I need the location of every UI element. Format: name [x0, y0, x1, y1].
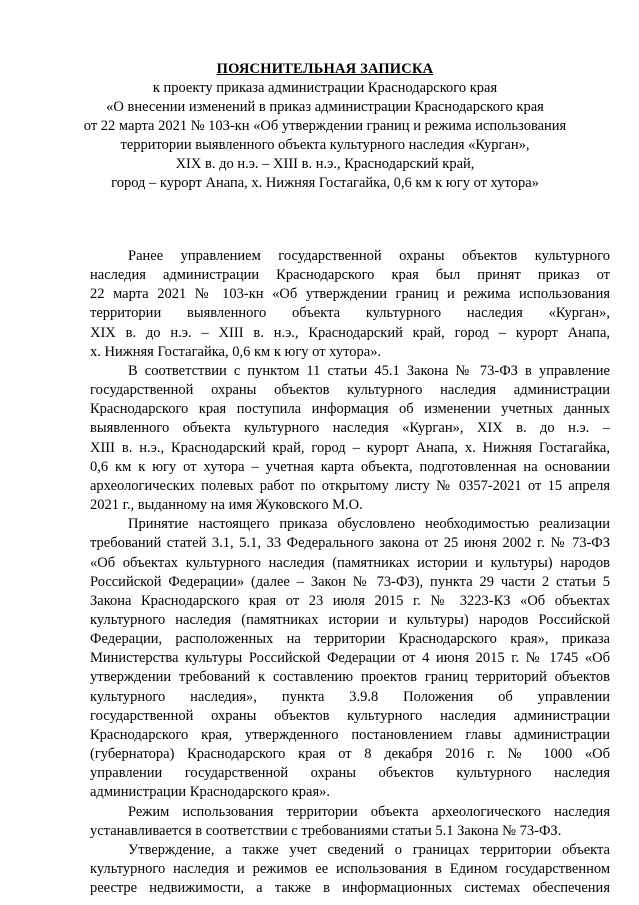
subtitle-line: от 22 марта 2021 № 103-кн «Об утверждении границ и режима использования: [83, 118, 567, 134]
text-line: Российской Федерации» (далее – Закон № 73-ФЗ), пункта 29 части 2 статьи 5: [90, 573, 610, 590]
text-line: Краснодарского края поступила информация об изменении учетных данных: [90, 401, 610, 418]
text-line: устанавливается в соответствии с требованиями статьи 5.1 Закона № 73-ФЗ.: [90, 822, 562, 839]
text-line: управлении государственной охраны объектов культурного наследия: [90, 765, 610, 782]
text-line: государственной охраны объектов культурного наследия администрации: [90, 707, 610, 724]
text-line: администрации Краснодарского края».: [90, 784, 330, 801]
text-line: 2021 г., выданному на имя Жуковского М.О.: [90, 497, 363, 514]
text-line: археологических полевых работ по открытому листу № 0357-2021 от 15 апреля: [90, 477, 610, 494]
paragraph: [90, 803, 610, 841]
text-line: х. Нижняя Гостагайка, 0,6 км к югу от хутора».: [90, 343, 382, 360]
text-line: утверждении требований к составлению проектов границ территорий объектов: [90, 669, 610, 686]
subtitle-line: «О внесении изменений в приказ администрации Краснодарского края: [106, 99, 544, 115]
text-line: наследия администрации Краснодарского края был принят приказ от: [90, 267, 610, 284]
title-block: [80, 60, 570, 193]
paragraph: [90, 362, 610, 515]
text-line: XIX в. до н.э. – XIII в. н.э., Краснодарский край, город – курорт Анапа,: [90, 324, 610, 341]
text-line: Утверждение, а также учет сведений о границах территории объекта: [128, 841, 610, 858]
text-line: требований статей 3.1, 5.1, 33 Федерального закона от 25 июня 2002 г. № 73-ФЗ: [90, 535, 610, 552]
paragraph: [90, 247, 610, 362]
text-line: XIII в. н.э., Краснодарский край, город – курорт Анапа, х. Нижняя Гостагайка,: [90, 439, 610, 456]
text-line: Ранее управлением государственной охраны объектов культурного: [128, 248, 610, 264]
paragraph: [90, 515, 610, 802]
text-line: Краснодарского края, утвержденного постановлением главы администрации: [90, 726, 610, 743]
document-body: [90, 247, 610, 898]
text-line: реестре недвижимости, а также в информационных системах обеспечения: [90, 880, 610, 897]
subtitle-line: город – курорт Анапа, х. Нижняя Гостагайка, 0,6 км к югу от хутора»: [111, 175, 539, 191]
text-line: «Об объектах культурного наследия (памятниках истории и культуры) народов: [90, 554, 610, 571]
subtitle-line: к проекту приказа администрации Краснодарского края: [152, 80, 498, 96]
text-line: Принятие настоящего приказа обусловлено необходимостью реализации: [128, 516, 610, 533]
text-line: Режим использования территории объекта археологического наследия: [128, 803, 610, 820]
text-line: (губернатора) Краснодарского края от 8 декабря 2016 г. № 1000 «Об: [90, 746, 610, 763]
text-line: территории выявленного объекта культурного наследия «Курган»,: [90, 305, 610, 322]
text-line: выявленного объекта культурного наследия «Курган», XIX в. до н.э. –: [90, 420, 610, 437]
document-title: ПОЯСНИТЕЛЬНАЯ ЗАПИСКА: [216, 61, 434, 77]
text-line: 0,6 км к югу от хутора – учетная карта объекта, подготовленная на основании: [90, 458, 610, 475]
text-line: государственной охраны объектов культурного наследия администрации: [90, 382, 610, 399]
text-line: В соответствии с пунктом 11 статьи 45.1 Закона № 73-ФЗ в управление: [128, 362, 610, 379]
paragraph: [90, 841, 610, 898]
text-line: Федерации, расположенных на территории Краснодарского края», приказа: [90, 631, 610, 648]
text-line: культурного наследия», пункта 3.9.8 Положения об управлении: [90, 688, 610, 705]
text-line: 22 марта 2021 № 103-кн «Об утверждении границ и режима использования: [90, 286, 610, 303]
subtitle-line: территории выявленного объекта культурного наследия «Курган»,: [120, 137, 530, 153]
text-line: Министерства культуры Российской Федерации от 4 июня 2015 г. № 1745 «Об: [90, 650, 610, 667]
text-line: культурного наследия и режимов ее использования в Едином государственном: [90, 861, 610, 877]
subtitle-line: XIX в. до н.э. – XIII в. н.э., Краснодарский край,: [175, 156, 475, 172]
text-line: Закона Краснодарского края от 23 июля 2015 г. № 3223-КЗ «Об объектах: [90, 592, 610, 609]
text-line: культурного наследия (памятниках истории и культуры) народов Российской: [90, 611, 610, 628]
